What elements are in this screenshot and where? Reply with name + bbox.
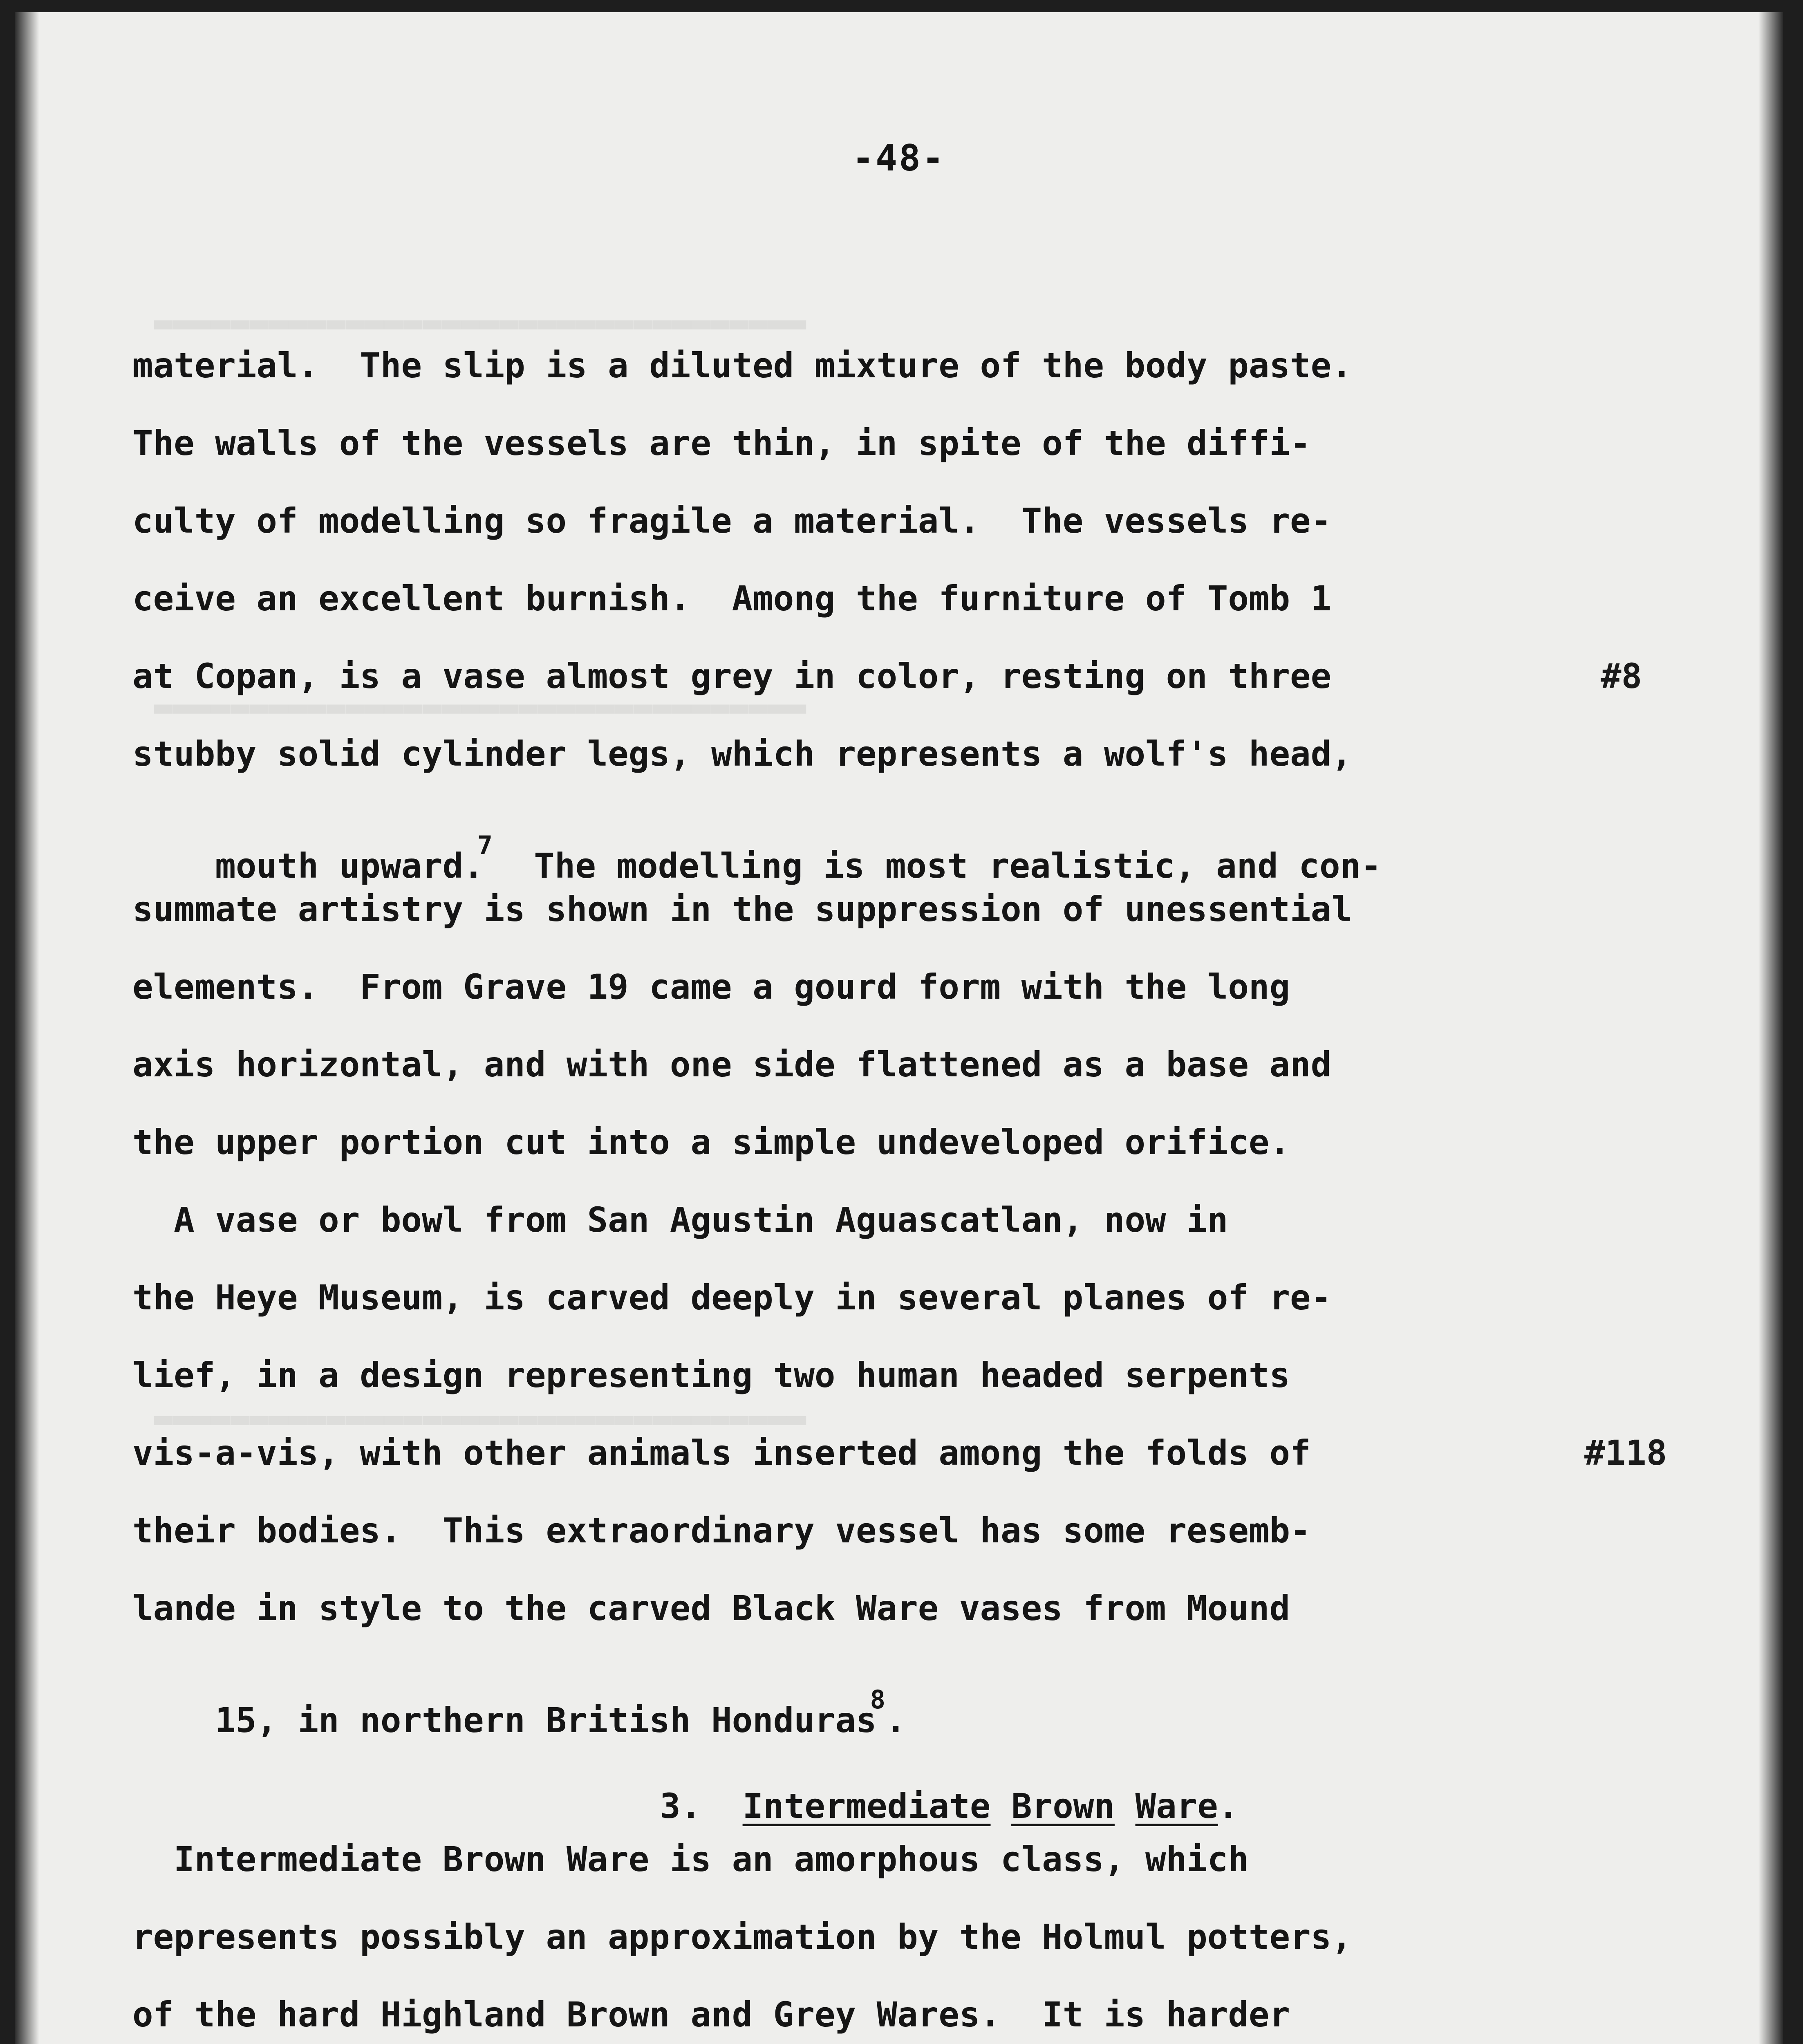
body-line: the Heye Museum, is carved deeply in several planes of re- <box>132 1278 1332 1318</box>
document-page <box>15 12 1783 2044</box>
body-line: the upper portion cut into a simple undeveloped orifice. <box>132 1122 1290 1162</box>
body-line: lief, in a design representing two human headed serpents <box>132 1355 1290 1395</box>
body-line: their bodies. This extraordinary vessel has some resemb- <box>132 1511 1311 1551</box>
bleed-through-shadow: ▬▬▬▬▬▬▬▬▬▬▬▬▬▬▬▬▬▬▬▬▬▬▬▬▬▬▬▬▬▬▬▬▬▬ <box>154 304 806 341</box>
body-line: The walls of the vessels are thin, in spite of the diffi- <box>132 423 1311 463</box>
footnote-mark: 8 <box>870 1685 885 1715</box>
body-line-text: mouth upward. <box>215 846 484 886</box>
body-line: summate artistry is shown in the suppression of unessential <box>132 889 1352 929</box>
section-title-word: Intermediate <box>742 1786 991 1826</box>
body-line: material. The slip is a diluted mixture of the body paste. <box>132 345 1352 385</box>
footnote-mark: 7 <box>477 830 493 860</box>
body-line-text: The modelling is most realistic, and con- <box>493 846 1382 886</box>
bleed-through-shadow: ▬▬▬▬▬▬▬▬▬▬▬▬▬▬▬▬▬▬▬▬▬▬▬▬▬▬▬▬▬▬▬▬▬▬ <box>154 1400 806 1437</box>
section-title-word: Ware <box>1135 1786 1218 1826</box>
section-number: 3. <box>660 1786 701 1826</box>
body-line-text: . <box>885 1700 906 1740</box>
section-title-period: . <box>1218 1786 1239 1826</box>
page-number: -48- <box>852 137 945 179</box>
body-line: stubby solid cylinder legs, which represents a wolf's head, <box>132 734 1352 774</box>
section-body-line: of the hard Highland Brown and Grey Wares. It is harder <box>132 1995 1290 2035</box>
section-body-line: represents possibly an approximation by the Holmul potters, <box>132 1917 1352 1957</box>
body-line-text: 15, in northern British Honduras <box>215 1700 877 1740</box>
margin-reference: #118 <box>1584 1433 1667 1473</box>
body-line: vis-a-vis, with other animals inserted among the folds of <box>132 1433 1311 1473</box>
body-line: lande in style to the carved Black Ware vases from Mound <box>132 1588 1290 1628</box>
section-body-line: Intermediate Brown Ware is an amorphous class, which <box>132 1839 1249 1879</box>
margin-reference: #8 <box>1601 656 1642 696</box>
body-line: at Copan, is a vase almost grey in color, resting on three <box>132 656 1332 696</box>
body-line: ceive an excellent burnish. Among the furniture of Tomb 1 <box>132 578 1332 619</box>
section-title-word: Brown <box>1011 1786 1115 1826</box>
page-edge-shadow-right <box>1758 12 1783 2044</box>
page-edge-shadow-left <box>15 12 39 2044</box>
body-line: axis horizontal, and with one side flattened as a base and <box>132 1044 1332 1085</box>
body-line: A vase or bowl from San Agustin Aguascatlan, now in <box>132 1200 1228 1240</box>
body-line: elements. From Grave 19 came a gourd form with the long <box>132 967 1290 1007</box>
body-line: culty of modelling so fragile a material. The vessels re- <box>132 501 1332 541</box>
bleed-through-shadow: ▬▬▬▬▬▬▬▬▬▬▬▬▬▬▬▬▬▬▬▬▬▬▬▬▬▬▬▬▬▬▬▬▬▬ <box>154 688 806 725</box>
